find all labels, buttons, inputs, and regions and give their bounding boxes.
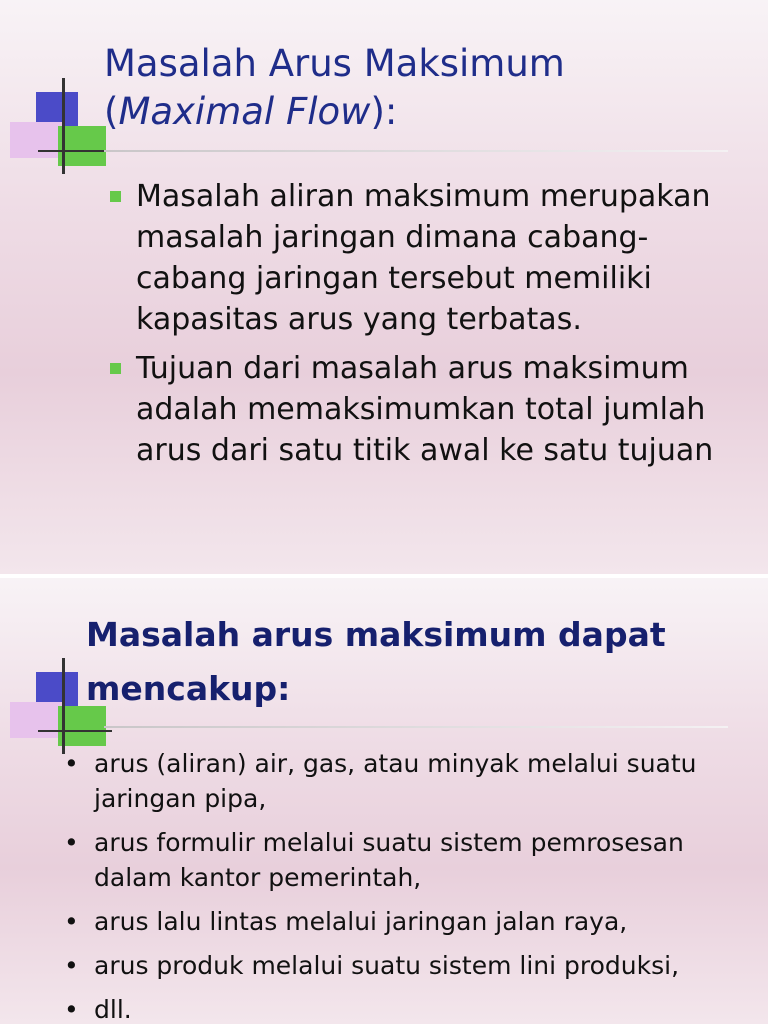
list-item-text: Masalah aliran maksimum merupakan masalah jaringan dimana cabang-cabang jaringan tersebut memiliki kapasitas arus yang terbatas. bbox=[136, 179, 711, 337]
title-divider bbox=[104, 150, 728, 152]
list-item-text: Tujuan dari masalah arus maksimum adalah memaksimumkan total jumlah arus dari satu titik awal ke satu tujuan bbox=[136, 351, 714, 468]
slide-2-title: Masalah arus maksimum dapat mencakup: bbox=[86, 615, 666, 708]
list-item bbox=[108, 348, 738, 471]
slide-1-bullet-list bbox=[108, 176, 738, 479]
square-bullet-icon bbox=[110, 191, 121, 202]
list-item-text: arus formulir melalui suatu sistem pemrosesan dalam kantor pemerintah, bbox=[94, 828, 684, 892]
title-divider bbox=[104, 726, 728, 728]
slide-2 bbox=[0, 578, 768, 1024]
decorative-squares-graphic bbox=[8, 78, 118, 198]
list-item-text: dll. bbox=[94, 995, 132, 1024]
list-item bbox=[64, 948, 744, 983]
list-item bbox=[64, 904, 744, 939]
list-item bbox=[108, 176, 738, 340]
title-close-paren: ): bbox=[370, 90, 398, 133]
slide-2-bullet-list bbox=[64, 746, 744, 1024]
slide-1-title bbox=[104, 40, 744, 136]
title-italic-text: Maximal Flow bbox=[118, 90, 371, 133]
title-text: Masalah Arus Maksimum bbox=[104, 42, 565, 85]
bullet-dot-icon: • bbox=[64, 995, 79, 1024]
bullet-dot-icon: • bbox=[64, 907, 79, 936]
bullet-dot-icon: • bbox=[64, 951, 79, 980]
square-bullet-icon bbox=[110, 363, 121, 374]
list-item-text: arus lalu lintas melalui jaringan jalan raya, bbox=[94, 907, 628, 936]
title-open-paren: ( bbox=[104, 90, 119, 133]
list-item bbox=[64, 746, 744, 816]
bullet-dot-icon: • bbox=[64, 828, 79, 857]
list-item-text: arus produk melalui suatu sistem lini produksi, bbox=[94, 951, 680, 980]
list-item bbox=[64, 992, 744, 1024]
bullet-dot-icon: • bbox=[64, 749, 79, 778]
list-item bbox=[64, 825, 744, 895]
list-item-text: arus (aliran) air, gas, atau minyak melalui suatu jaringan pipa, bbox=[94, 749, 697, 813]
